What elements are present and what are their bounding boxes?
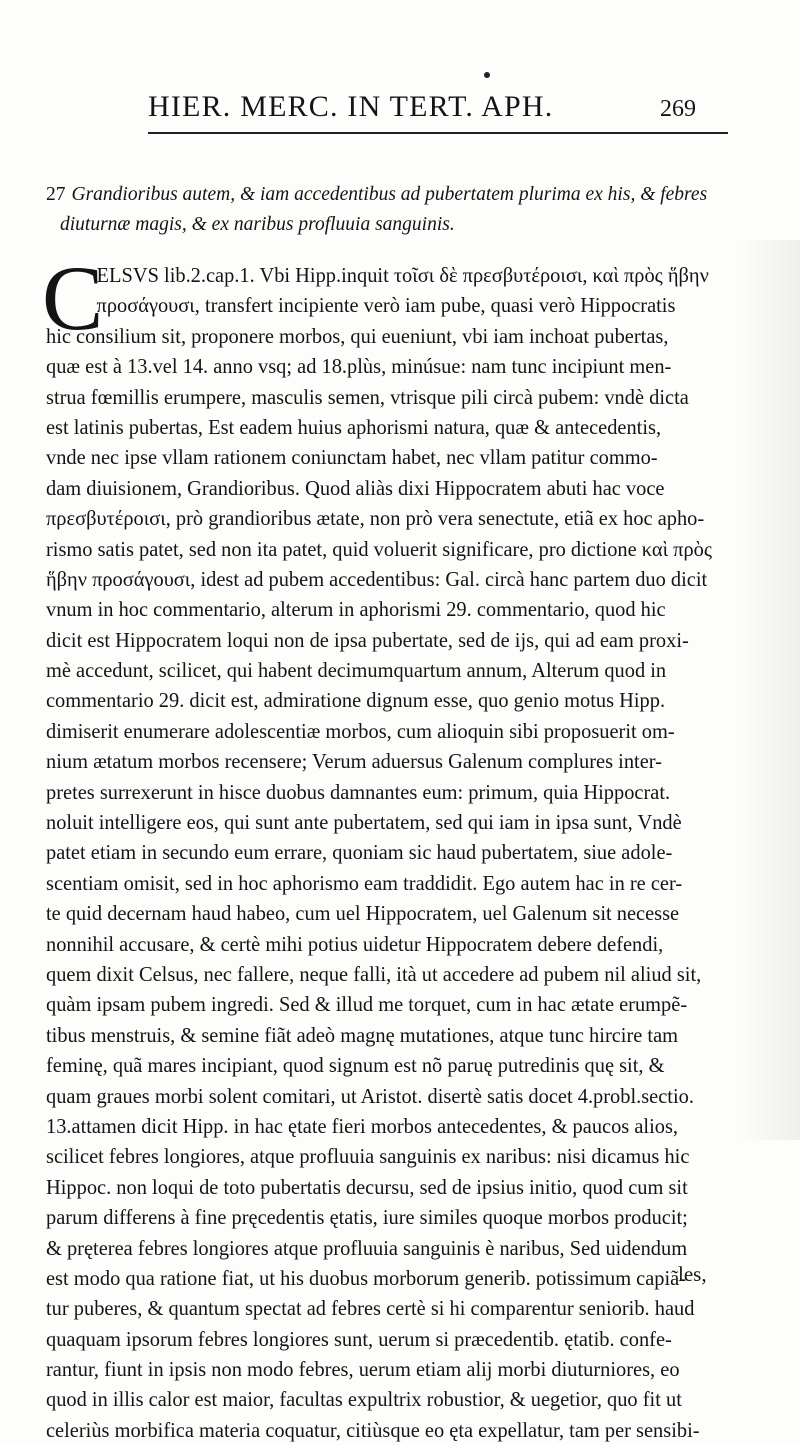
aphorism-line: diuturnæ magis, & ex naribus profluuia sanguinis.	[60, 214, 455, 235]
commentary-line: strua fœmillis erumpere, masculis semen, vtrisque pili circà pubem: vndè dicta	[46, 384, 689, 409]
commentary-line: est modo qua ratione fiat, ut his duobus morborum generib. potissimum capiã-	[46, 1265, 687, 1290]
catchword: les,	[678, 1262, 707, 1286]
commentary-line: ἥβην προσάγουσι, idest ad pubem accedentibus: Gal. circà hanc partem duo dicit	[46, 566, 708, 591]
aphorism-line: 27 Grandioribus autem, & iam accedentibus ad pubertatem plurima ex his, & febres	[46, 184, 708, 205]
commentary-line: est latinis pubertas, Est eadem huius aphorismi natura, quæ & antecedentis,	[46, 414, 662, 439]
commentary-line: celeriùs morbifica materia coquatur, citiùsque eo ęta expellatur, tam per sensibi-	[46, 1417, 700, 1442]
ink-dot	[484, 72, 490, 78]
commentary-line: scentiam omisit, sed in hoc aphorismo eam traddidit. Ego autem hac in re cer-	[46, 870, 683, 895]
commentary-line: vnde nec ipse vllam rationem coniunctam habet, nec vllam patitur commo-	[46, 445, 658, 470]
commentary-line: quem dixit Celsus, nec fallere, neque falli, ità ut accedere ad pubem nil aliud sit,	[46, 961, 702, 986]
commentary-line: & pręterea febres longiores atque profluuia sanguinis è naribus, Sed uidendum	[46, 1235, 688, 1260]
aphorism-number: 27	[46, 184, 66, 205]
commentary-line: quæ est à 13.vel 14. anno vsq; ad 18.plùs, minúsue: nam tunc incipiunt men-	[46, 354, 672, 379]
commentary-line: nium ætatum morbos recensere; Verum aduersus Galenum complures inter-	[46, 749, 662, 774]
commentary-line: mè accedunt, scilicet, qui habent decimumquartum annum, Alterum quod in	[46, 658, 667, 683]
commentary-line: vnum in hoc commentario, alterum in aphorismi 29. commentario, quod hic	[46, 597, 666, 622]
commentary-line: commentario 29. dicit est, admiratione dignum esse, quo genio motus Hipp.	[46, 688, 666, 713]
commentary-line: nonnihil accusare, & certè mihi potius uidetur Hippocratem debere defendi,	[46, 931, 664, 956]
commentary-line: Hippoc. non loqui de toto pubertatis decursu, sed de ipsius initio, quod cum sit	[46, 1174, 688, 1199]
commentary-line: ELSVS lib.2.cap.1. Vbi Hipp.inquit τοῖσι δὲ πρεσβυτέροισι, καὶ πρὸς ἥβην	[96, 263, 709, 287]
commentary-line: προσάγουσι, transfert incipiente verò iam pube, quasi verò Hippocratis	[96, 293, 676, 318]
page-header	[140, 88, 720, 128]
commentary-line: te quid decernam haud habeo, cum uel Hippocratem, uel Galenum sit necesse	[46, 901, 680, 926]
commentary-line: πρεσβυτέροισι, prò grandioribus ætate, non prò vera senectute, etiã ex hoc apho-	[46, 506, 705, 531]
commentary-line: rantur, fiunt in ipsis non modo febres, uerum etiam alij morbi diuturniores, eo	[46, 1357, 680, 1382]
commentary-line: dimiserit enumerare adolescentiæ morbos, cum alioquin sibi proposuerit om-	[46, 718, 675, 743]
commentary-text	[46, 260, 766, 1445]
drop-cap: C	[42, 247, 104, 349]
running-title: HIER. MERC. IN TERT. APH.	[148, 90, 554, 123]
commentary-line: dicit est Hippocratem loqui non de ipsa pubertate, sed de ijs, qui ad eam proxi-	[46, 627, 689, 652]
commentary-line: noluit intelligere eos, qui sunt ante pubertatem, sed qui iam in ipsa sunt, Vndè	[46, 810, 682, 835]
commentary-line: quaquam ipsorum febres longiores sunt, uerum si præcedentib. ętatib. confe-	[46, 1326, 672, 1351]
commentary-line: quod in illis calor est maior, facultas expultrix robustior, & uegetior, quo fit ut	[46, 1387, 682, 1412]
header-rule	[148, 132, 728, 134]
page-number: 269	[660, 96, 696, 122]
commentary-line: feminę, quã mares incipiant, quod signum est nõ paruę putredinis quę sit, &	[46, 1053, 665, 1078]
commentary-line: 13.attamen dicit Hipp. in hac ętate fieri morbos antecedentes, & paucos alios,	[46, 1113, 678, 1138]
commentary-line: pretes surrexerunt in hisce duobus damnantes eum: primum, quia Hippocrat.	[46, 779, 671, 804]
commentary-line: quam graues morbi solent comitari, ut Aristot. disertè satis docet 4.probl.sectio.	[46, 1083, 694, 1108]
commentary-line: parum differens à fine pręcedentis ętatis, iure similes quoque morbos producit;	[46, 1205, 688, 1230]
commentary-line: hic consilium sit, proponere morbos, qui eueniunt, vbi iam inchoat pubertas,	[46, 323, 669, 348]
commentary-line: tibus menstruis, & semine fiãt adeò magnę mutationes, atque tunc hircire tam	[46, 1022, 679, 1047]
commentary-line: tur puberes, & quantum spectat ad febres certè si hi comparentur seniorib. haud	[46, 1296, 695, 1321]
commentary-line: quàm ipsam pubem ingredi. Sed & illud me torquet, cum in hac ætate erumpẽ-	[46, 992, 688, 1017]
commentary-line: scilicet febres longiores, atque profluuia sanguinis ex naribus: nisi dicamus hic	[46, 1144, 690, 1169]
commentary-line: rismo satis patet, sed non ita patet, quid voluerit significare, pro dictione καὶ πρὸς	[46, 536, 712, 561]
aphorism-text	[46, 180, 746, 240]
commentary-line: patet etiam in secundo eum errare, quoniam sic haud pubertatem, siue adole-	[46, 840, 673, 865]
commentary-line: dam diuisionem, Grandioribus. Quod aliàs dixi Hippocratem abuti hac voce	[46, 475, 665, 500]
